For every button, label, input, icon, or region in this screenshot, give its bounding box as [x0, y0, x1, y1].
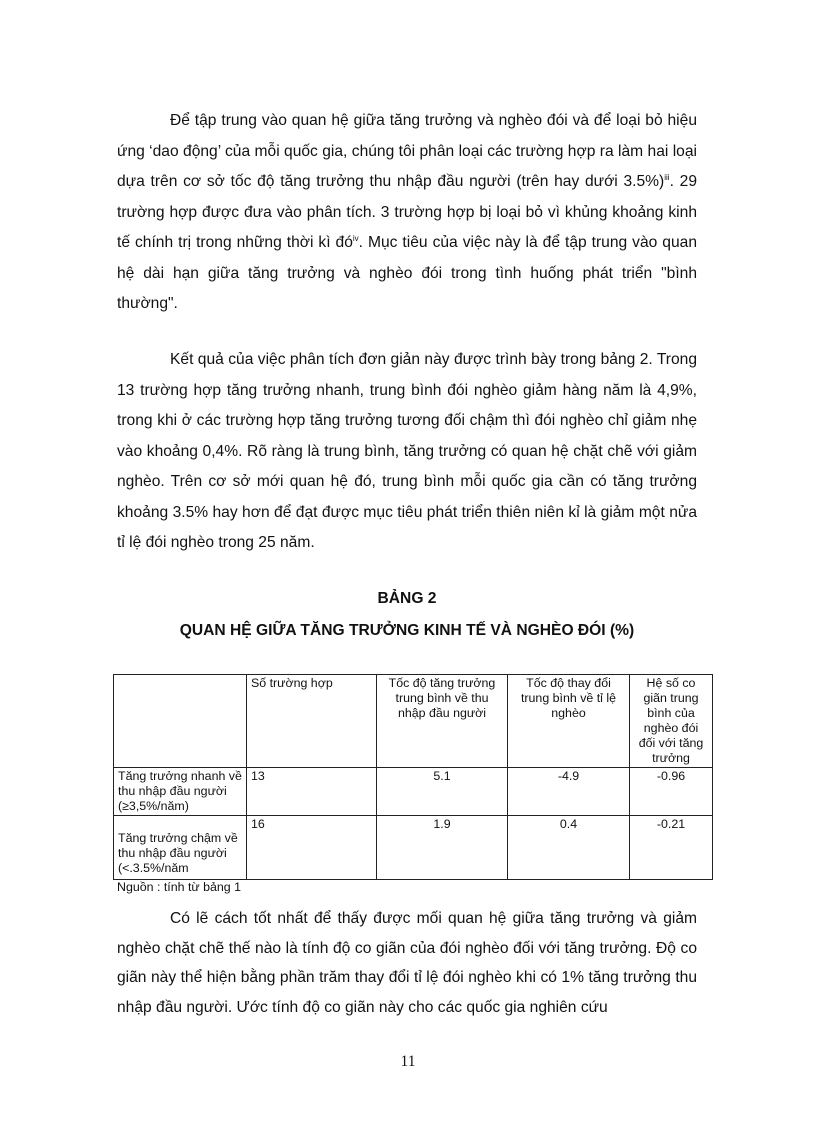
- header-cell-poverty-change: Tốc độ thay đổi trung bình về tỉ lệ nghèo: [508, 675, 630, 768]
- table-header-row: [114, 675, 713, 768]
- paragraph-text: . 29 trường hợp được đưa vào phân tích. 3 trường hợp bị loại bỏ vì khủng khoảng kinh tế chính trị trong những thời kì đó: [117, 173, 697, 251]
- cell-elasticity: -0.21: [630, 816, 713, 880]
- row-label-cell: [114, 816, 247, 880]
- cell-growth: 5.1: [377, 768, 508, 816]
- growth-poverty-table: [113, 674, 713, 880]
- paragraph-text: Để tập trung vào quan hệ giữa tăng trưởng và nghèo đói và để loại bỏ hiệu ứng ‘dao động’ của mỗi quốc gia, chúng tôi phân loại các trường hợp ra làm hai loại dựa trên cơ sở tốc độ tăng trưởng thu nhập đầu người (trên hay dưới 3.5%): [117, 112, 697, 190]
- table-subtitle: QUAN HỆ GIỮA TĂNG TRƯỞNG KINH TẾ VÀ NGHÈO ĐÓI (%): [179, 622, 635, 639]
- row-label: Tăng trưởng chậm về thu nhập đầu người (<.3.5%/năm: [118, 831, 238, 875]
- paragraph-growth-classification: [117, 106, 697, 320]
- table-source-note: Nguồn : tính từ bảng 1: [117, 880, 242, 894]
- cell-poverty-change: -4.9: [508, 768, 630, 816]
- cell-cases: 16: [247, 816, 377, 880]
- cell-poverty-change: 0.4: [508, 816, 630, 880]
- table-row: [114, 768, 713, 816]
- table-title: BẢNG 2: [377, 590, 437, 607]
- paragraph-text: . Mục tiêu của việc này là để tập trung vào quan hệ dài hạn giữa tăng trưởng và nghèo đói trong tình huống phát triển "bình thường".: [117, 234, 698, 312]
- header-cell-elasticity: Hệ số co giãn trung bình của nghèo đói đối với tăng trưởng: [630, 675, 713, 768]
- footnote-ref-iv[interactable]: iv: [352, 233, 359, 243]
- footnote-ref-iii[interactable]: iii: [664, 172, 670, 182]
- header-cell-empty: [114, 675, 247, 768]
- table-row: [114, 816, 713, 880]
- cell-elasticity: -0.96: [630, 768, 713, 816]
- paragraph-analysis-results: Kết quả của việc phân tích đơn giản này được trình bày trong bảng 2. Trong 13 trường hợp tăng trưởng nhanh, trung bình đói nghèo giảm hàng năm là 4,9%, trong khi ở các trường hợp tăng trưởng tương đối chậm thì đói nghèo chỉ giảm nhẹ vào khoảng 0,4%. Rõ ràng là trung bình, tăng trưởng có quan hệ chặt chẽ với giảm nghèo. Trên cơ sở mới quan hệ đó, trung bình mỗi quốc gia cần có tăng trưởng khoảng 3.5% hay hơn để đạt được mục tiêu phát triển thiên niên kỉ là giảm một nửa tỉ lệ đói nghèo trong 25 năm.: [117, 351, 697, 551]
- header-cell-cases: Số trường hợp: [247, 675, 377, 768]
- paragraph-elasticity: Có lẽ cách tốt nhất để thấy được mối quan hệ giữa tăng trưởng và giảm nghèo chặt chẽ thế nào là tính độ co giãn của đói nghèo đối với tăng trưởng. Độ co giãn này thể hiện bằng phần trăm thay đổi tỉ lệ đói nghèo khi có 1% tăng trưởng thu nhập đầu người. Ước tính độ co giãn này cho các quốc gia nghiên cứu: [117, 910, 697, 1016]
- row-label: Tăng trưởng nhanh về thu nhập đầu người (≥3,5%/năm): [114, 768, 247, 816]
- cell-growth: 1.9: [377, 816, 508, 880]
- cell-cases: 13: [247, 768, 377, 816]
- header-cell-growth: Tốc độ tăng trưởng trung bình về thu nhập đầu người: [377, 675, 508, 768]
- spacer: [118, 817, 242, 831]
- page-number: 11: [400, 1053, 416, 1070]
